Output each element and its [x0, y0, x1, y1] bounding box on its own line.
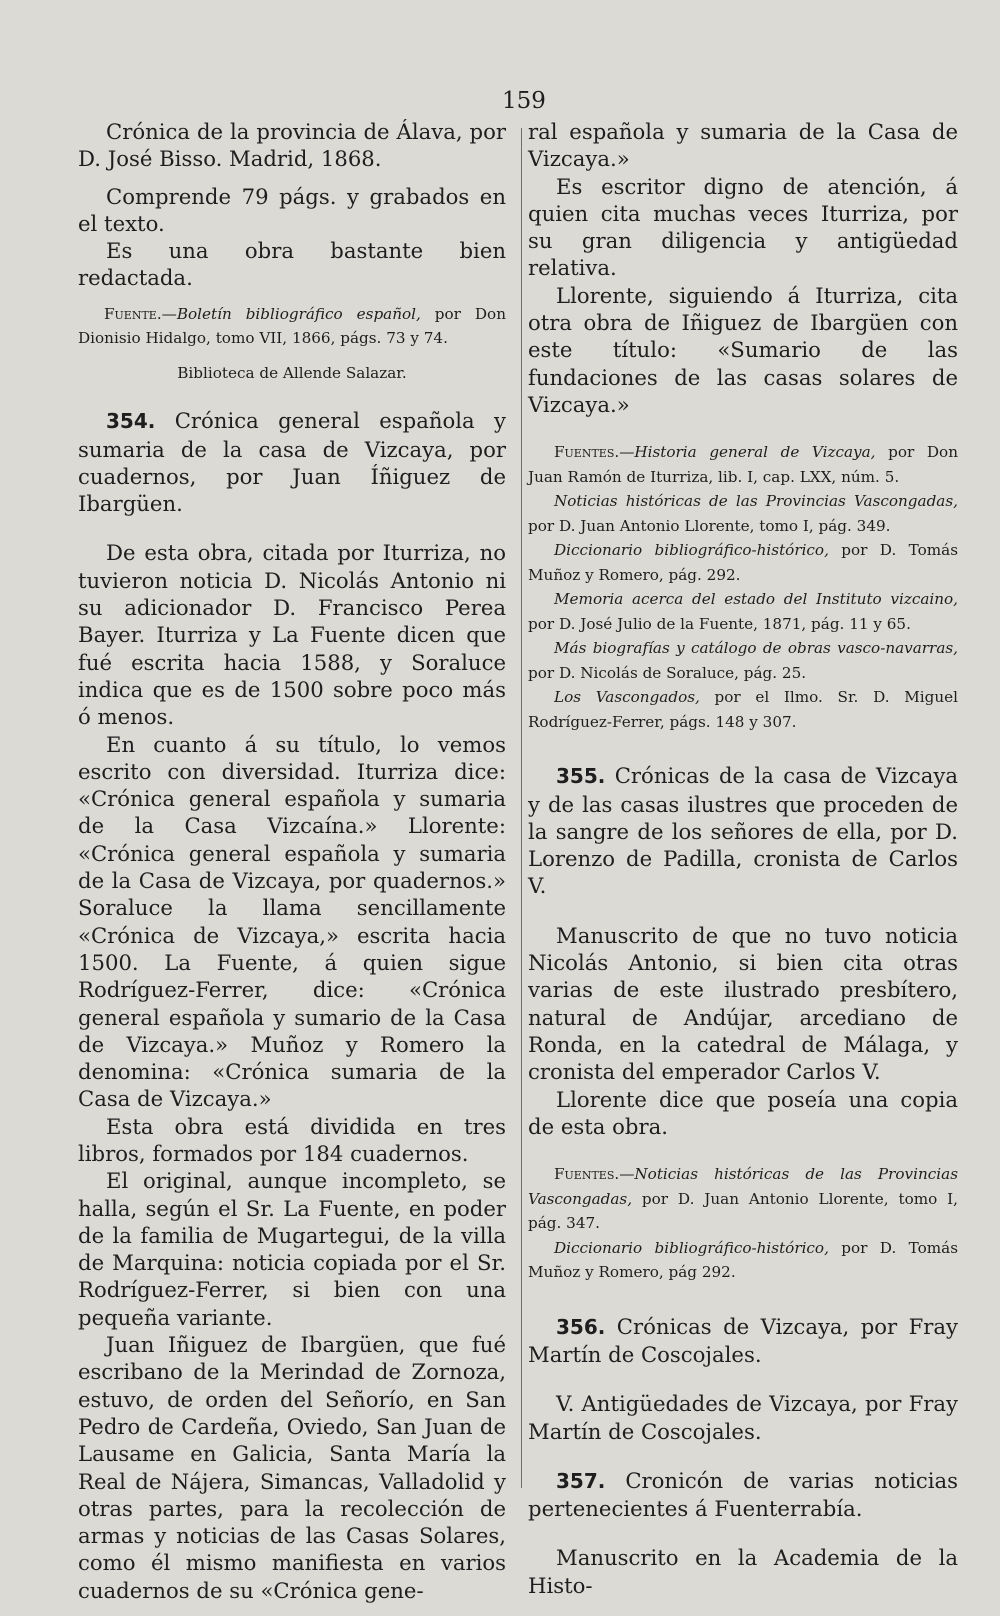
source-note: Fuentes.—Noticias históricas de las Provincias Vascongadas, por D. Juan Antonio Llorente, tomo I, pág. 347.	[528, 1165, 958, 1233]
source-note: Diccionario bibliográfico-histórico, por D. Tomás Muñoz y Romero, pág. 292.	[528, 541, 959, 584]
source-note: Fuente.—Boletín bibliográfico español, por Don Dionisio Hidalgo, tomo VII, 1866, págs. 73 y 74.	[78, 304, 506, 348]
paragraph: Es una obra bastante bien redactada.	[78, 238, 506, 291]
page-number: 159	[502, 88, 546, 114]
entry-number: 357.	[556, 1468, 606, 1493]
entry-356-heading: 356. Crónicas de Vizcaya, por Fray Martín de Coscojales.	[528, 1313, 958, 1367]
paragraph: Manuscrito en la Academia de la Histo-	[528, 1545, 958, 1598]
paragraph: Crónica de la provincia de Álava, por D. José Bisso. Madrid, 1868.	[78, 119, 506, 172]
paragraph: Manuscrito de que no tuvo noticia Nicolás Antonio, si bien cita otras varias de este ilustrado presbítero, natural de Andújar, arcediano de Ronda, en la catedral de Málaga, y cronista del emperador Carlos V.	[528, 922, 958, 1085]
right-column	[528, 118, 958, 1599]
paragraph: El original, aunque incompleto, se halla, según el Sr. La Fuente, en poder de la familia de Mugartegui, de la villa de Marquina: noticia copiada por el Sr. Rodríguez-Ferrer, si bien con una pequeña variante.	[78, 1168, 506, 1330]
source-note: Más biografías y catálogo de obras vasco-navarras, por D. Nicolás de Soraluce, pág. 25.	[528, 639, 958, 682]
paragraph: En cuanto á su título, lo vemos escrito con diversidad. Iturriza dice: «Crónica general española y sumaria de la Casa Vizcaína.» Llorente: «Crónica general española y sumaria de la Casa de Vizcaya, por quadernos.» Soraluce la llama sencillamente «Crónica de Vizcaya,» escrita hacia 1500. La Fuente, á quien sigue Rodríguez-Ferrer, dice: «Crónica general española y sumario de la Casa de Vizcaya.» Muñoz y Romero la denomina: «Crónica sumaria de la Casa de Vizcaya.»	[78, 731, 506, 1112]
paragraph: Comprende 79 págs. y grabados en el texto.	[78, 183, 506, 236]
entry-354-heading: 354. Crónica general española y sumaria de la casa de Vizcaya, por cuadernos, por Juan Íñiguez de Ibargüen.	[78, 408, 506, 517]
source-label: Fuente.	[104, 304, 162, 323]
source-label: Fuentes.	[554, 1165, 620, 1184]
entry-357-heading: 357. Cronicón de varias noticias pertenecientes á Fuenterrabía.	[528, 1467, 958, 1522]
source-note: Noticias históricas de las Provincias Vascongadas, por D. Juan Antonio Llorente, tomo I, pág. 349.	[528, 492, 958, 535]
paragraph: V. Antigüedades de Vizcaya, por Fray Martín de Coscojales.	[528, 1391, 958, 1444]
source-note: Fuentes.—Historia general de Vizcaya, por Don Juan Ramón de Iturriza, lib. I, cap. LXX, núm. 5.	[528, 443, 958, 486]
entry-number: 354.	[106, 409, 156, 434]
source-note: Memoria acerca del estado del Instituto vizcaino, por D. José Julio de la Fuente, 1871, pág. 11 y 65.	[528, 590, 958, 633]
entry-number: 356.	[556, 1314, 606, 1339]
paragraph: ral española y sumaria de la Casa de Vizcaya.»	[528, 119, 958, 172]
source-title: Boletín bibliográfico español,	[176, 304, 421, 323]
paragraph: Es escritor digno de atención, á quien cita muchas veces Iturriza, por su gran diligencia y antigüedad relativa.	[528, 173, 958, 281]
entry-355-heading: 355. Crónicas de la casa de Vizcaya y de las casas ilustres que proceden de la sangre de los señores de ella, por D. Lorenzo de Padilla, cronista de Carlos V.	[528, 763, 958, 899]
paragraph: Llorente, siguiendo á Iturriza, cita otra obra de Iñiguez de Ibargüen con este título: «Sumario de las fundaciones de las casas solares de Vizcaya.»	[528, 282, 958, 417]
paragraph: De esta obra, citada por Iturriza, no tuvieron noticia D. Nicolás Antonio ni su adicionador D. Francisco Perea Bayer. Iturriza y La Fuente dicen que fué escrita hacia 1588, y Soraluce indica que es de 1500 sobre poco más ó menos.	[78, 540, 506, 730]
paragraph: Juan Iñiguez de Ibargüen, que fué escribano de la Merindad de Zornoza, estuvo, de orden del Señorío, en San Pedro de Cardeña, Oviedo, San Juan de Lausame en Galicia, Santa María la Real de Nájera, Simancas, Valladolid y otras partes, para la recolección de armas y noticias de las Casas Solares, como él mismo manifiesta en varios cuadernos de su «Crónica gene-	[78, 1332, 506, 1603]
source-note: Diccionario bibliográfico-histórico, por D. Tomás Muñoz y Romero, pág 292.	[528, 1238, 959, 1282]
paragraph: Llorente dice que poseía una copia de esta obra.	[528, 1086, 958, 1139]
source-note: Los Vascongados, por el Ilmo. Sr. D. Miguel Rodríguez-Ferrer, págs. 148 y 307.	[528, 688, 958, 731]
library-note: Biblioteca de Allende Salazar.	[177, 363, 407, 382]
paragraph: Esta obra está dividida en tres libros, formados por 184 cuadernos.	[78, 1113, 506, 1166]
column-divider	[521, 128, 522, 1488]
entry-number: 355.	[556, 764, 606, 789]
left-column	[78, 118, 506, 1604]
source-label: Fuentes.	[554, 443, 620, 462]
